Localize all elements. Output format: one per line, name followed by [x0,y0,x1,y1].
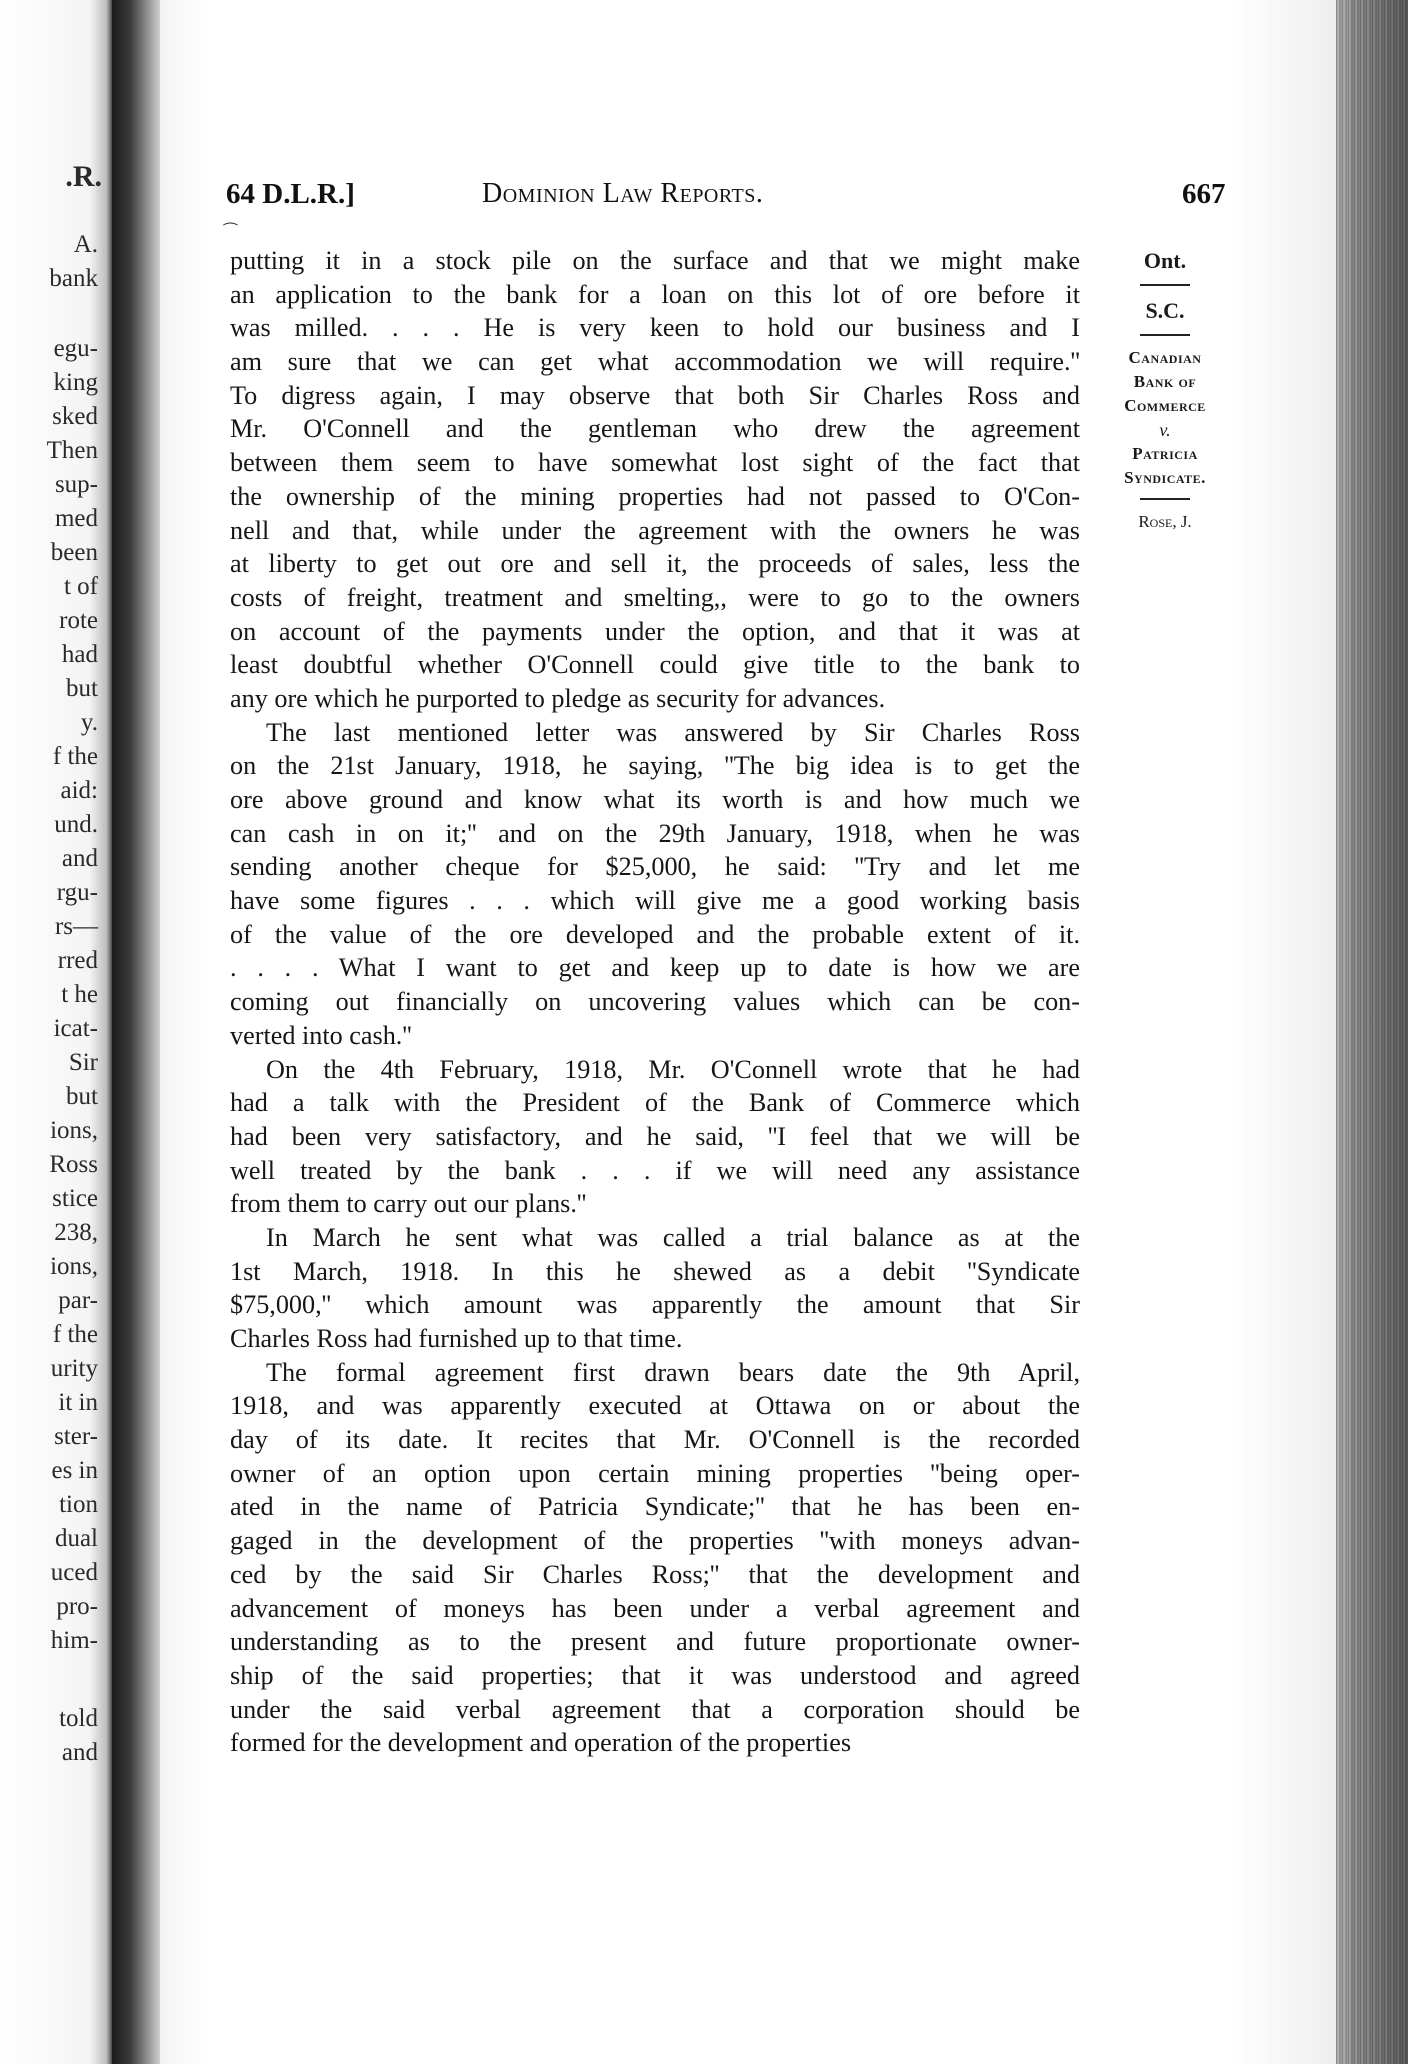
facing-page-text-fragment: icat- [53,1015,98,1042]
facing-page-text-fragment: pro- [56,1593,98,1620]
facing-page-text-fragment: but [66,1083,98,1110]
text-line: In March he sent what was called a trial balance as at the [266,1222,1080,1252]
facing-page-text-fragment: told [59,1705,98,1732]
page-edges [1336,0,1408,2064]
text-line: can cash in on it;'' and on the 29th January, 1918, when he was [230,818,1080,848]
facing-page-text-fragment: .R. [65,160,102,193]
text-line: on account of the payments under the option, and that it was at [230,616,1080,646]
sidenote-party-1-line: Commerce [1124,396,1206,415]
text-line: ship of the said properties; that it was understood and agreed [230,1660,1080,1690]
text-line: verted into cash.'' [230,1020,412,1050]
text-line: owner of an option upon certain mining properties ''being oper- [230,1458,1080,1488]
facing-page-text-fragment: rred [57,947,98,974]
text-line: am sure that we can get what accommodation we will require.'' [230,347,1080,377]
text-line: $75,000,'' which amount was apparently the amount that Sir [230,1290,1080,1320]
sidenote-party-2-line: Patricia [1132,444,1198,463]
facing-page-text-fragment: sup- [54,471,98,498]
facing-page-text-fragment: had [61,641,98,668]
facing-page-text-fragment: egu- [53,335,98,362]
facing-page-text-fragment: 238, [54,1219,98,1246]
facing-page-text-fragment: it in [58,1389,98,1416]
text-line: at liberty to get out ore and sell it, the proceeds of sales, less the [230,549,1080,579]
running-header-volume: 64 D.L.R.] [226,178,355,210]
text-line: Mr. O'Connell and the gentleman who drew the agreement [230,414,1080,444]
sidenote-rule [1140,334,1190,336]
text-line: understanding as to the present and future proportionate owner- [230,1627,1080,1657]
facing-page-text-fragment: t he [61,981,98,1008]
facing-page-text-fragment: es in [51,1457,98,1484]
text-line: on the 21st January, 1918, he saying, ''The big idea is to get the [230,751,1080,781]
sidenote-rule [1140,498,1190,500]
text-line: ated in the name of Patricia Syndicate;'' that he has been en- [230,1492,1080,1522]
text-line: any ore which he purported to pledge as security for advances. [230,683,886,713]
facing-page-text-fragment: rs— [54,913,98,940]
case-sidenote [1090,246,1240,534]
facing-page [0,0,112,2064]
sidenote-party-1-line: Bank of [1133,372,1197,391]
text-line: costs of freight, treatment and smelting,, were to go to the owners [230,582,1080,612]
body-text [230,244,1080,1760]
text-line: from them to carry out our plans.'' [230,1189,587,1219]
facing-page-text-fragment: but [66,675,98,702]
text-line: 1918, and was apparently executed at Ottawa on or about the [230,1391,1080,1421]
facing-page-text-fragment: aid: [60,777,98,804]
facing-page-text-fragment: urity [50,1355,98,1382]
text-line: of the value of the ore developed and the probable extent of it. [230,919,1080,949]
facing-page-text-fragment: king [53,369,98,396]
text-line: advancement of moneys has been under a verbal agreement and [230,1593,1080,1623]
text-line: ore above ground and know what its worth is and how much we [230,785,1080,814]
text-line: ced by the said Sir Charles Ross;'' that the development and [230,1559,1080,1589]
text-line: gaged in the development of the properties ''with moneys advan- [230,1526,1080,1556]
text-line: have some figures . . . which will give me a good working basis [230,886,1080,916]
facing-page-text-fragment: him- [50,1627,98,1654]
facing-page-text-fragment: par- [58,1287,98,1314]
text-line: well treated by the bank . . . if we will need any assistance [230,1155,1080,1185]
text-line: under the said verbal agreement that a corporation should be [230,1694,1080,1724]
facing-page-text-fragment: uced [50,1559,98,1586]
facing-page-text-fragment: t of [63,573,98,600]
page-number: 667 [1182,178,1226,210]
facing-page-text-fragment: dual [54,1525,98,1552]
text-line: On the 4th February, 1918, Mr. O'Connell wrote that he had [266,1054,1080,1084]
text-line: putting it in a stock pile on the surface and that we might make [230,246,1080,275]
facing-page-text-fragment: rgu- [56,879,98,906]
facing-page-text-fragment: und. [54,811,98,838]
facing-page-text-fragment: Then [46,437,98,464]
text-line: nell and that, while under the agreement with the owners he was [230,515,1080,545]
sidenote-judge: Rose, J. [1138,512,1192,531]
facing-page-text-fragment: sked [52,403,98,430]
facing-page-text-fragment: and [61,845,98,872]
text-line: formed for the development and operation of the properties [230,1728,852,1758]
sidenote-party-1-line: Canadian [1128,348,1202,367]
facing-page-text-fragment: ster- [54,1423,98,1450]
text-line: To digress again, I may observe that both Sir Charles Ross and [230,380,1080,410]
text-line: was milled. . . . He is very keen to hold our business and I [230,313,1080,343]
facing-page-text-fragment: A. [73,231,98,258]
facing-page-text-fragment: tion [59,1491,98,1518]
sidenote-versus: v. [1159,420,1171,440]
text-line: 1st March, 1918. In this he shewed as a debit ''Syndicate [230,1256,1080,1286]
sidenote-division: S.C. [1145,298,1185,323]
text-line: The last mentioned letter was answered by Sir Charles Ross [266,717,1080,747]
sidenote-party-2-line: Syndicate. [1124,468,1206,487]
text-line: between them seem to have somewhat lost sight of the fact that [230,448,1080,478]
text-line: . . . . What I want to get and keep up to date is how we are [230,953,1080,983]
facing-page-text-fragment: med [54,505,98,532]
facing-page-text-fragment: ions, [50,1253,98,1280]
text-line: coming out financially on uncovering values which can be con- [230,987,1080,1017]
facing-page-text-fragment: bank [49,265,98,292]
facing-page-text-fragment: f the [52,743,98,770]
facing-page-text-fragment: ions, [50,1117,98,1144]
facing-page-text-fragment: Sir [68,1049,98,1076]
text-line: Charles Ross had furnished up to that time. [230,1324,683,1353]
facing-page-text-fragment: rote [59,607,98,634]
text-line: had been very satisfactory, and he said, ''I feel that we will be [230,1121,1080,1151]
text-line: sending another cheque for $25,000, he said: ''Try and let me [230,852,1080,882]
text-line: day of its date. It recites that Mr. O'Connell is the recorded [230,1425,1080,1455]
sidenote-rule [1140,284,1190,286]
facing-page-text-fragment: stice [52,1185,98,1212]
text-line: an application to the bank for a loan on this lot of ore before it [230,279,1080,309]
facing-page-text-fragment: and [61,1739,98,1766]
text-line: had a talk with the President of the Bank of Commerce which [230,1088,1080,1118]
text-line: the ownership of the mining properties had not passed to O'Con- [230,481,1080,511]
facing-page-text-fragment: f the [52,1321,98,1348]
text-line: least doubtful whether O'Connell could give title to the bank to [230,650,1080,680]
facing-page-text-fragment: Ross [49,1151,98,1178]
facing-page-text-fragment: been [50,539,98,566]
sidenote-court: Ont. [1143,248,1187,273]
facing-page-text-fragment: y. [80,709,98,736]
text-line: The formal agreement first drawn bears date the 9th April, [266,1357,1080,1387]
running-header-title: Dominion Law Reports. [482,178,764,209]
ink-mark: ⁀ [224,224,237,241]
